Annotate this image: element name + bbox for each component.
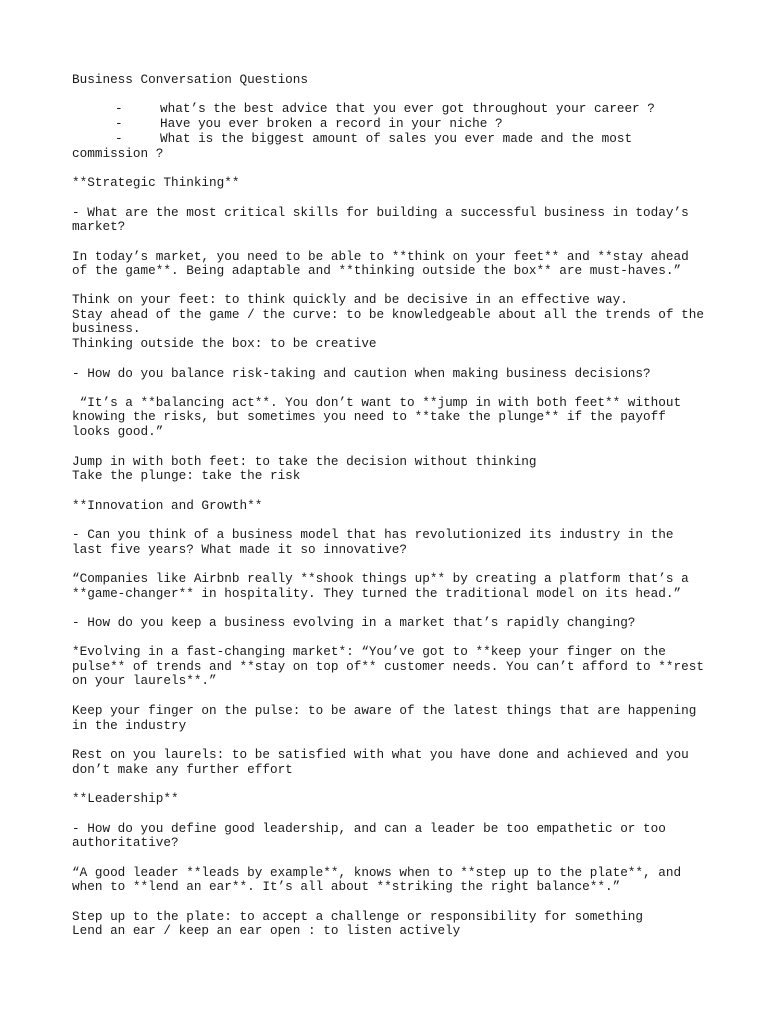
definition-line: Step up to the plate: to accept a challenge or responsibility for something [72, 909, 644, 924]
definition-line: Thinking outside the box: to be creative [72, 336, 377, 351]
question-line: - How do you balance risk-taking and caution when making business decisions? [72, 366, 651, 381]
section-heading: **Leadership** [72, 791, 179, 806]
bullet-marker: - [115, 131, 123, 146]
answer-line: of the game**. Being adaptable and **thinking outside the box** are must-haves.” [72, 263, 682, 278]
bullet-text: What is the biggest amount of sales you ever made and the most [160, 131, 633, 146]
document-title: Business Conversation Questions [72, 72, 309, 87]
answer-line: In today’s market, you need to be able to **think on your feet** and **stay ahead [72, 249, 689, 264]
answer-line: on your laurels**.” [72, 673, 217, 688]
answer-line: “It’s a **balancing act**. You don’t want to **jump in with both feet** without [72, 395, 682, 410]
bullet-text: Have you ever broken a record in your niche ? [160, 116, 503, 131]
answer-line: *Evolving in a fast-changing market*: “You’ve got to **keep your finger on the [72, 644, 666, 659]
question-line: - Can you think of a business model that has revolutionized its industry in the [72, 527, 674, 542]
question-line: last five years? What made it so innovative? [72, 542, 408, 557]
bullet-continuation: commission ? [72, 146, 164, 161]
definition-line: don’t make any further effort [72, 762, 293, 777]
definition-line: Keep your finger on the pulse: to be aware of the latest things that are happening [72, 703, 697, 718]
section-heading: **Innovation and Growth** [72, 498, 263, 513]
bullet-marker: - [115, 101, 123, 116]
definition-line: Rest on you laurels: to be satisfied with what you have done and achieved and you [72, 747, 689, 762]
answer-line: “Companies like Airbnb really **shook things up** by creating a platform that’s a [72, 571, 689, 586]
definition-line: Think on your feet: to think quickly and be decisive in an effective way. [72, 292, 628, 307]
answer-line: “A good leader **leads by example**, knows when to **step up to the plate**, and [72, 865, 682, 880]
answer-line: **game-changer** in hospitality. They turned the traditional model on its head.” [72, 586, 682, 601]
definition-line: Lend an ear / keep an ear open : to listen actively [72, 923, 461, 938]
bullet-marker: - [115, 116, 123, 131]
answer-line: pulse** of trends and **stay on top of** customer needs. You can’t afford to **rest [72, 659, 704, 674]
question-line: - How do you define good leadership, and can a leader be too empathetic or too [72, 821, 666, 836]
definition-line: Take the plunge: take the risk [72, 468, 301, 483]
question-line: market? [72, 219, 126, 234]
question-line: - How do you keep a business evolving in a market that’s rapidly changing? [72, 615, 636, 630]
question-line: - What are the most critical skills for building a successful business in today’s [72, 205, 689, 220]
definition-line: Stay ahead of the game / the curve: to be knowledgeable about all the trends of the [72, 307, 704, 322]
definition-line: in the industry [72, 718, 187, 733]
answer-line: when to **lend an ear**. It’s all about **striking the right balance**.” [72, 879, 621, 894]
definition-line: business. [72, 321, 141, 336]
section-heading: **Strategic Thinking** [72, 175, 240, 190]
bullet-text: what’s the best advice that you ever got throughout your career ? [160, 101, 655, 116]
definition-line: Jump in with both feet: to take the decision without thinking [72, 454, 537, 469]
answer-line: looks good.” [72, 424, 164, 439]
question-line: authoritative? [72, 835, 179, 850]
answer-line: knowing the risks, but sometimes you need to **take the plunge** if the payoff [72, 409, 666, 424]
